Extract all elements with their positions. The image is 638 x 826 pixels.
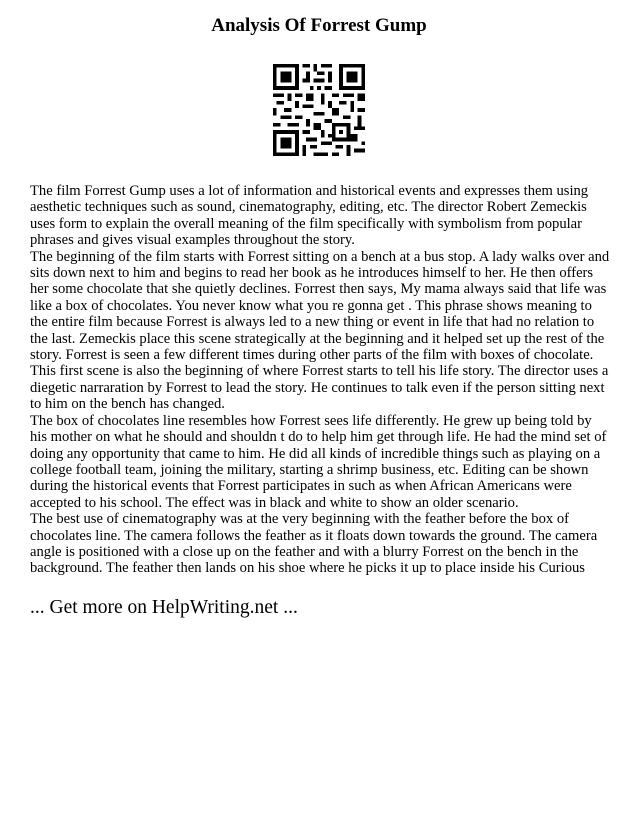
qr-code-icon [273, 64, 365, 156]
paragraph: The film Forrest Gump uses a lot of information and historical events and expresses them using aesthetic techniques such as sound, cinematography, editing, etc. The director Robert Zemeckis uses form to explain the overall meaning of the film specifically with symbolism from popular phrases and gives visual examples throughout the story. [30, 183, 589, 249]
paragraph: The best use of cinematography was at the very beginning with the feather before the box of chocolates line. The camera follows the feather as it floats down towards the ground. The camera angle is positioned with a close up on the feather and with a blurry Forrest on the bench in the background. The feather then lands on his shoe where he picks it up to place inside his Curious [30, 511, 598, 577]
paragraph: The box of chocolates line resembles how Forrest sees life differently. He grew up being told by his mother on what he should and shouldn t do to help him get through life. He had the mind set of doing any opportunity that came to him. He did all kinds of incredible things such as playing on a college football team, joining the military, starting a shrimp business, etc. Editing can be shown during the historical events that Forrest participates in such as when African Americans were accepted to his school. The effect was in black and white to show an older scenario. [30, 412, 607, 511]
document-title: Analysis Of Forrest Gump [211, 15, 427, 36]
article-body [30, 183, 610, 577]
paragraph: The beginning of the film starts with Forrest sitting on a bench at a bus stop. A lady walks over and sits down next to him and begins to read her book as he introduces himself to her. He then offers her some chocolate that she quietly declines. Forrest then says, My mama always said that life was like a box of chocolates. You never know what you re gonna get . This phrase shows meaning to the entire film because Forrest is always led to a new thing or event in life that had no relation to the last. Zemeckis place this scene strategically at the beginning and it helped set up the rest of the story. Forrest is seen a few different times during other parts of the film with boxes of chocolate. This first scene is also the beginning of where Forrest starts to tell his life story. The director uses a diegetic narraration by Forrest to lead the story. He continues to talk even if the person sitting next to him on the bench has changed. [30, 248, 610, 413]
get-more-link[interactable]: ... Get more on HelpWriting.net ... [30, 597, 298, 618]
